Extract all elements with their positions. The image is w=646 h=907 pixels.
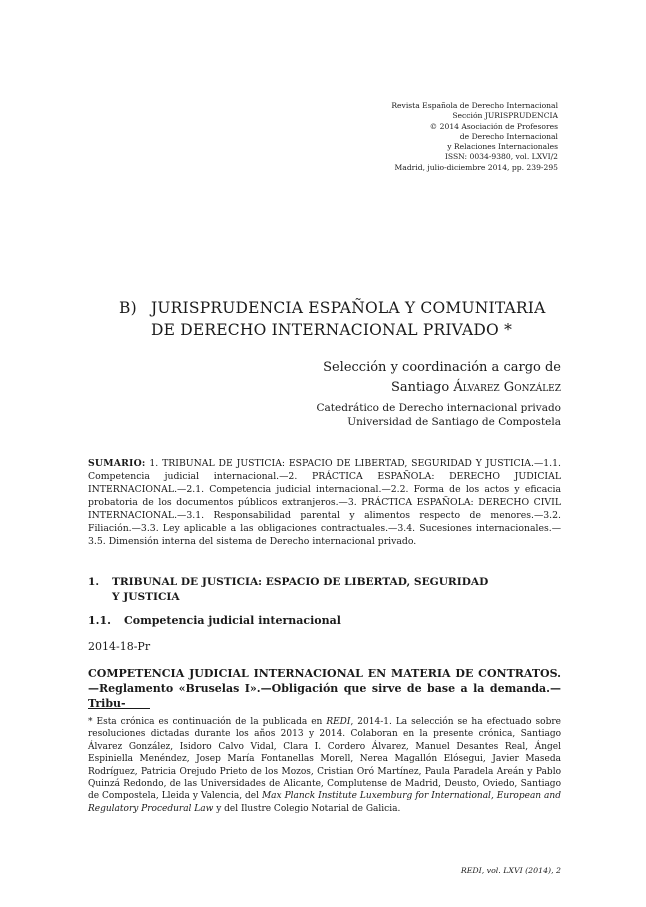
header-line: Revista Española de Derecho Internacional [391,101,558,110]
subsection-heading [88,614,341,627]
footnote: * Esta crónica es continuación de la publicada en REDI, 2014-1. La selección se ha efectuado sobre resoluciones dictadas durante los años 2013 y 2014. Colaboran en la presente crónica, Santiago Álvarez González, Isidoro Calvo Vidal, Clara I. Cordero Álvarez, Manuel Desantes Real, Ángel Espiniella Menéndez, Josep María Fontanellas Morell, Nerea Magallón Elósegui, Javier Maseda Rodríguez, Patricia Orejudo Prieto de los Mozos, Cristian Oró Martínez, Paula Paradela Areán y Pablo Quinzá Redondo, de las Universidades de Alicante, Complutense de Madrid, Deusto, Oviedo, Santiago de Compostela, Lleida y Valencia, del Max Planck Institute Luxemburg for International, European and Regulatory Procedural Law y del Ilustre Colegio Notarial de Galicia. [88,717,561,814]
header-line: ISSN: 0034-9380, vol. LXVI/2 [444,152,558,162]
byline [323,358,561,398]
subsection-number: 1.1. [88,614,111,627]
section-number: 1. [88,576,100,588]
section-heading-1 [88,575,528,605]
section-title [119,297,546,341]
header-line: de Derecho Internacional [459,131,558,141]
summary-text: 1. TRIBUNAL DE JUSTICIA: ESPACIO DE LIBERTAD, SEGURIDAD Y JUSTICIA.—1.1. Competencia judicial internacional.—2. PRÁCTICA ESPAÑOLA: DERECHO JUDICIAL INTERNACIONAL.—2.1. Competencia judicial internacional.—2.2. Forma de los actos y eficacia probatoria de los documentos públicos extranjeros.—3. PRÁCTICA ESPAÑOLA: DERECHO CIVIL INTERNACIONAL.—3.1. Responsabilidad parental y alimentos respecto de menores.—3.2. Filiación.—3.3. Ley aplicable a las obligaciones contractuales.—3.4. Sucesiones internacionales.—3.5. Dimensión interna del sistema de Derecho internacional privado. [88,458,561,547]
case-heading: COMPETENCIA JUDICIAL INTERNACIONAL EN MATERIA DE CONTRATOS.—Reglamento «Bruselas I».—Obligación que sirve de base a la demanda.—Tribu- [88,667,561,710]
title-line-2: DE DERECHO INTERNACIONAL PRIVADO * [151,321,513,339]
header-line: y Relaciones Internacionales [447,142,558,152]
header-line: Sección JURISPRUDENCIA [452,111,558,121]
case-reference: 2014-18-Pr [88,640,151,653]
subsection-title: Competencia judicial internacional [124,614,341,627]
section-heading-line-2: Y JUSTICIA [112,591,180,603]
page-footer: REDI, vol. LXVI (2014), 2 [460,866,561,875]
footnote-marker: * [498,321,513,339]
affiliation-university: Universidad de Santiago de Compostela [347,416,561,428]
byline-intro: Selección y coordinación a cargo de [323,360,561,375]
footnote-divider [88,708,150,709]
title-line-1: JURISPRUDENCIA ESPAÑOLA Y COMUNITARIA [151,299,546,317]
summary [88,457,561,548]
header-line: © 2014 Asociación de Profesores [429,121,558,131]
summary-label: SUMARIO: [88,458,146,469]
author-affiliation [317,401,562,429]
section-heading-line-1: TRIBUNAL DE JUSTICIA: ESPACIO DE LIBERTAD, SEGURIDAD [112,576,489,588]
journal-header [391,101,558,173]
affiliation-position: Catedrático de Derecho internacional privado [316,402,561,414]
title-letter: B) [119,299,137,317]
byline-author: Santiago Álvarez González [390,380,561,395]
header-line: Madrid, julio-diciembre 2014, pp. 239-295 [394,162,558,172]
